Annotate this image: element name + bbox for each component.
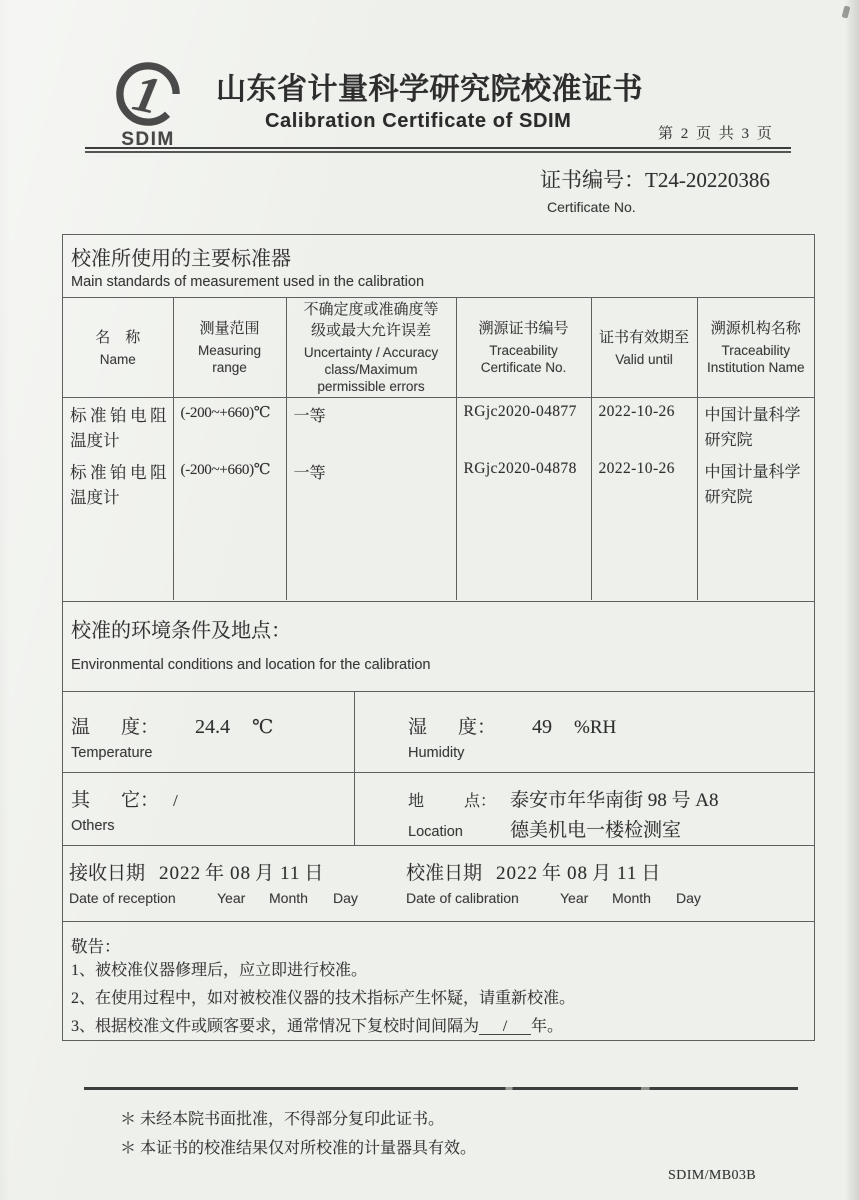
environment-title-zh: 校准的环境条件及地点： [71, 620, 291, 642]
scan-artifact [842, 5, 851, 18]
table-empty-row [63, 512, 814, 600]
col-header-uncertainty: 不确定度或准确度等级或最大允许误差 Uncertainty / Accuracy class/Maximum permissible errors [286, 298, 456, 398]
calibration-year: 2022 [496, 863, 539, 884]
certificate-number-label-en: Certificate No. [547, 199, 636, 215]
humidity-value: 49 [532, 716, 552, 738]
location-address: 泰安市年华南街 98 号 A8 [510, 790, 719, 811]
environment-section-header [63, 601, 814, 691]
certificate-title-en: Calibration Certificate of SDIM [265, 110, 572, 132]
col-header-institution: 溯源机构名称 Traceability Institution Name [697, 298, 814, 398]
table-row: 标准铂电阻温度计 (-200~+660)℃ 一等 RGjc2020-04877 2022-10-26 中国计量科学研究院 [63, 398, 814, 455]
recalibration-interval-blank: / [479, 1019, 531, 1035]
calibration-date-field: 校准日期 2022 年 08 月 11 日 Date of calibration Year Month Day [406, 863, 701, 906]
col-header-traceability-cert: 溯源证书编号 Traceability Certificate No. [456, 298, 591, 398]
page-indicator: 第 2 页 共 3 页 [658, 126, 774, 142]
certificate-number-line [540, 164, 770, 194]
location-label-en: Location [408, 824, 463, 840]
humidity-unit: %RH [574, 717, 617, 738]
reception-year: 2022 [159, 863, 202, 884]
temperature-unit: ℃ [252, 717, 274, 738]
footer-note-2: ＊ 本证书的校准结果仅对所校准的计量器具有效。 [120, 1140, 477, 1157]
temperature-value: 24.4 [195, 716, 230, 738]
temperature-humidity-row [63, 691, 814, 772]
col-header-valid-until: 证书有效期至 Valid until [591, 298, 697, 398]
footer-note-1: ＊ 未经本院书面批准，不得部分复印此证书。 [120, 1111, 445, 1128]
svg-text:1: 1 [128, 64, 166, 126]
humidity-label-en: Humidity [408, 745, 465, 761]
sdim-logo [108, 58, 188, 151]
calibration-day: 11 [617, 863, 638, 884]
others-value: / [173, 791, 178, 810]
notice-item-1: 1、被校准仪器修理后，应立即进行校准。 [71, 962, 368, 979]
standards-header-row [63, 298, 814, 398]
dates-row [63, 845, 814, 921]
footer-rule [84, 1087, 798, 1090]
notice-title: 敬告： [71, 937, 121, 956]
standards-title-en: Main standards of measurement used in the calibration [71, 274, 425, 290]
standards-table [63, 298, 814, 600]
humidity-field: 湿 度： 49 %RH Humidity [354, 692, 814, 772]
others-field: 其 它： / Others [63, 773, 354, 845]
standards-section-header [63, 235, 814, 297]
environment-title-en: Environmental conditions and location for the calibration [71, 657, 431, 673]
location-room: 德美机电一楼检测室 [510, 820, 682, 841]
certificate-number-label: 证书编号： [540, 168, 645, 192]
location-field: 地 点： 泰安市年华南街 98 号 A8 Location 德美机电一楼检测室 [354, 773, 814, 845]
form-code: SDIM/MB03B [668, 1168, 757, 1183]
header-double-rule [85, 147, 791, 153]
reception-day: 11 [280, 863, 301, 884]
certificate-body-box [62, 234, 815, 1041]
others-location-row [63, 772, 814, 845]
notice-item-2: 2、在使用过程中，如对被校准仪器的技术指标产生怀疑，请重新校准。 [71, 990, 576, 1007]
certificate-number-value: T24-20220386 [645, 168, 770, 192]
temperature-label-en: Temperature [71, 745, 153, 761]
temperature-field: 温 度： 24.4 ℃ Temperature [63, 692, 354, 772]
reception-month: 08 [230, 863, 252, 884]
reception-date-field: 接收日期 2022 年 08 月 11 日 Date of reception Year Month Day [69, 863, 358, 906]
notice-section [63, 921, 814, 1043]
notice-item-3: 3、根据校准文件或顾客要求，通常情况下复校时间间隔为 / 年。 [71, 1018, 564, 1035]
logo-text: SDIM [121, 129, 175, 150]
col-header-range: 测量范围 Measuring range [173, 298, 286, 398]
standards-table-wrap [63, 297, 814, 601]
col-header-name: 名 称 Name [63, 298, 173, 398]
calibration-month: 08 [567, 863, 589, 884]
logo-ring-one-icon [112, 58, 184, 130]
certificate-title-zh: 山东省计量科学研究院校准证书 [216, 73, 643, 106]
table-row: 标准铂电阻温度计 (-200~+660)℃ 一等 RGjc2020-04878 2022-10-26 中国计量科学研究院 [63, 455, 814, 512]
standards-title-zh: 校准所使用的主要标准器 [71, 248, 291, 270]
others-label-en: Others [71, 818, 115, 834]
